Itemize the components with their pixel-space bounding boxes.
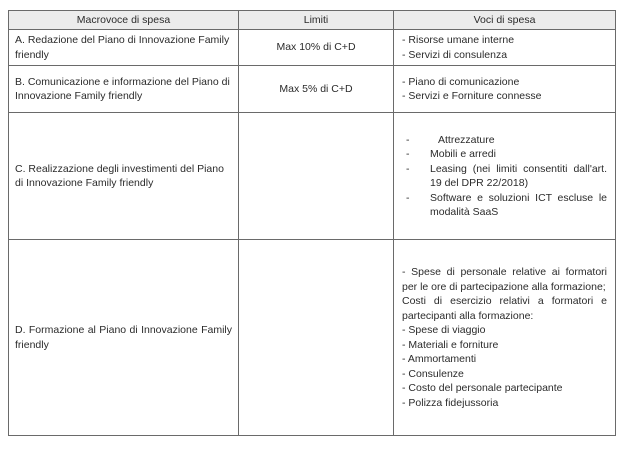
voce-item: - Risorse umane interne <box>402 33 607 48</box>
table-header-row <box>9 11 616 30</box>
voci-cell <box>394 240 616 436</box>
voci-list <box>402 33 607 62</box>
voce-item: - Costo del personale partecipante <box>402 381 607 396</box>
voce-item: - Piano di comunicazione <box>402 75 607 90</box>
table-row-a <box>9 30 616 66</box>
table-row-b <box>9 66 616 113</box>
limit-cell <box>239 240 394 436</box>
voci-intro-1: - Spese di personale relative ai formatori per le ore di partecipazione alla formazione; <box>402 266 607 293</box>
voce-item: - Attrezzature <box>402 133 607 148</box>
voci-cell <box>394 113 616 240</box>
voce-item: - Spese di viaggio <box>402 323 607 338</box>
voce-item: - Materiali e forniture <box>402 338 607 353</box>
voce-item: - Leasing (nei limiti consentiti dall'art. 19 del DPR 22/2018) <box>402 162 607 191</box>
header-limiti: Limiti <box>239 11 394 30</box>
table-row-c <box>9 113 616 240</box>
voci-list <box>402 75 607 104</box>
voce-item: - Ammortamenti <box>402 352 607 367</box>
voce-item: - Software e soluzioni ICT escluse le modalità SaaS <box>402 191 607 220</box>
voci-list <box>402 133 607 220</box>
limit-cell <box>239 113 394 240</box>
voce-item: - Servizi e Forniture connesse <box>402 89 607 104</box>
voci-list <box>402 323 607 410</box>
voci-intro-2: Costi di esercizio relativi a formatori e partecipanti alla formazione: <box>402 295 607 322</box>
voce-item: - Servizi di consulenza <box>402 48 607 63</box>
macro-cell: A. Redazione del Piano di Innovazione Family friendly <box>9 30 239 66</box>
limit-cell: Max 10% di C+D <box>239 30 394 66</box>
limit-cell: Max 5% di C+D <box>239 66 394 113</box>
header-macrovoce: Macrovoce di spesa <box>9 11 239 30</box>
table-row-d <box>9 240 616 436</box>
voce-item: - Consulenze <box>402 367 607 382</box>
voce-item: - Polizza fidejussoria <box>402 396 607 411</box>
voci-cell <box>394 66 616 113</box>
spending-table <box>8 10 616 436</box>
macro-cell: B. Comunicazione e informazione del Piano di Innovazione Family friendly <box>9 66 239 113</box>
voci-cell <box>394 30 616 66</box>
voce-item: - Mobili e arredi <box>402 147 607 162</box>
header-voci: Voci di spesa <box>394 11 616 30</box>
macro-cell: C. Realizzazione degli investimenti del Piano di Innovazione Family friendly <box>9 113 239 240</box>
macro-cell: D. Formazione al Piano di Innovazione Family friendly <box>9 240 239 436</box>
